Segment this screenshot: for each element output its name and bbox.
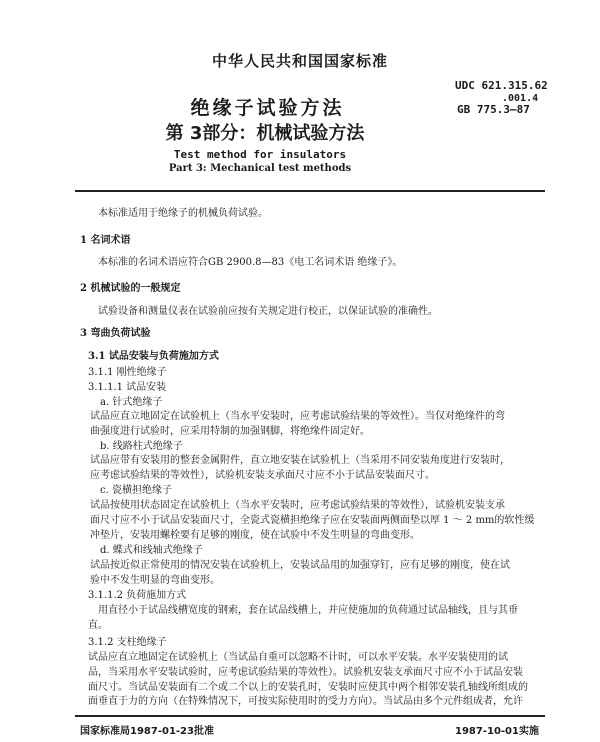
document-title: 绝缘子试验方法 [190, 97, 345, 119]
text-line: 验中不发生明显的弯曲变形。 [90, 575, 220, 586]
section-heading: 2 机械试验的一般规定 [80, 283, 181, 294]
english-title: Test method for insulators [173, 148, 347, 161]
text-line: 面尺寸。当试品安装面有二个或二个以上的安装孔时，安装时应使其中两个相邻安装孔轴线所组成的 [88, 682, 528, 693]
text-line: 品，当采用水平安装试验时，应考虑试验结果的等效性）。试验机安装支承面尺寸应不小于试品安装 [88, 667, 523, 678]
subsection-heading: 3.1.1.1 试品安装 [88, 382, 167, 393]
approval-date: 国家标准局1987-01-23批准 [80, 726, 214, 737]
national-standard-heading: 中华人民共和国国家标准 [211, 52, 388, 70]
text-line: 试品按近似正常使用的情况安装在试验机上，安装试品用的加强穿钉，应有足够的刚度，使在试 [90, 560, 510, 571]
list-item-heading: c. 瓷横担绝缘子 [100, 485, 172, 496]
udc-code: UDC 621.315.62 [455, 79, 548, 92]
text-line: 面尺寸应不小于试品安装面尺寸，全瓷式瓷横担绝缘子应在安装面两侧面垫以厚 1 ～ 2 mm的软性缓 [90, 515, 535, 526]
subsection-heading: 3.1.1 刚性绝缘子 [88, 367, 167, 378]
english-subtitle: Part 3: Mechanical test methods [168, 163, 352, 174]
text-line: 本标准的名词术语应符合GB 2900.8—83《电工名词术语 绝缘子》。 [98, 257, 403, 268]
text-line: 直。 [88, 620, 108, 631]
text-line: 曲强度进行试验时，应采用特制的加强钢脚，将绝缘件固定好。 [90, 426, 370, 437]
list-item-heading: d. 蝶式和线轴式绝缘子 [100, 545, 203, 556]
effective-date: 1987-10-01实施 [455, 726, 539, 737]
section-heading: 1 名词术语 [80, 235, 131, 246]
text-line: 试品应带有安装用的整套金属附件，直立地安装在试验机上（当采用不同安装角度进行安装时， [90, 455, 510, 466]
text-line: 试品应直立地固定在试验机上（当试品自重可以忽略不计时，可以水平安装。水平安装使用的试 [88, 652, 508, 663]
top-divider [75, 190, 545, 192]
text-line: 试品按使用状态固定在试验机上（当水平安装时，应考虑试验结果的等效性），试验机安装支承 [90, 500, 505, 511]
list-item-heading: a. 针式绝缘子 [100, 397, 163, 408]
text-line: 试验设备和测量仪表在试验前应按有关规定进行校正，以保证试验的准确性。 [98, 306, 438, 317]
list-item-heading: b. 线路柱式绝缘子 [100, 441, 183, 452]
udc-code-suffix: .001.4 [502, 93, 539, 104]
bottom-divider [75, 715, 545, 717]
scope-paragraph: 本标准适用于绝缘子的机械负荷试验。 [98, 208, 268, 219]
section-heading: 3 弯曲负荷试验 [80, 328, 151, 339]
text-line: 试品应直立地固定在试验机上（当水平安装时，应考虑试验结果的等效性）。当仅对绝缘件的弯 [90, 411, 505, 422]
text-line: 面垂直于力的方向（在特殊情况下，可按实际使用时的受力方向）。当试品由多个元件组成者，允许 [88, 696, 523, 707]
subsection-heading: 3.1.2 支柱绝缘子 [88, 637, 167, 648]
gb-number: GB 775.3—87 [457, 103, 530, 116]
text-line: 应考虑试验结果的等效性），试验机安装支承面尺寸应不小于试品安装面尺寸。 [90, 470, 435, 481]
subsection-heading: 3.1.1.2 负荷施加方式 [88, 590, 187, 601]
text-line: 用直径小于试品线槽宽度的钢索，套在试品线槽上，并应使施加的负荷通过试品轴线，且与其垂 [98, 605, 518, 616]
document-subtitle: 第 3部分：机械试验方法 [165, 123, 365, 144]
text-line: 冲垫片，安装用螺栓要有足够的刚度，使在试验中不发生明显的弯曲变形。 [90, 530, 420, 541]
subsection-heading: 3.1 试品安装与负荷施加方式 [88, 351, 219, 362]
